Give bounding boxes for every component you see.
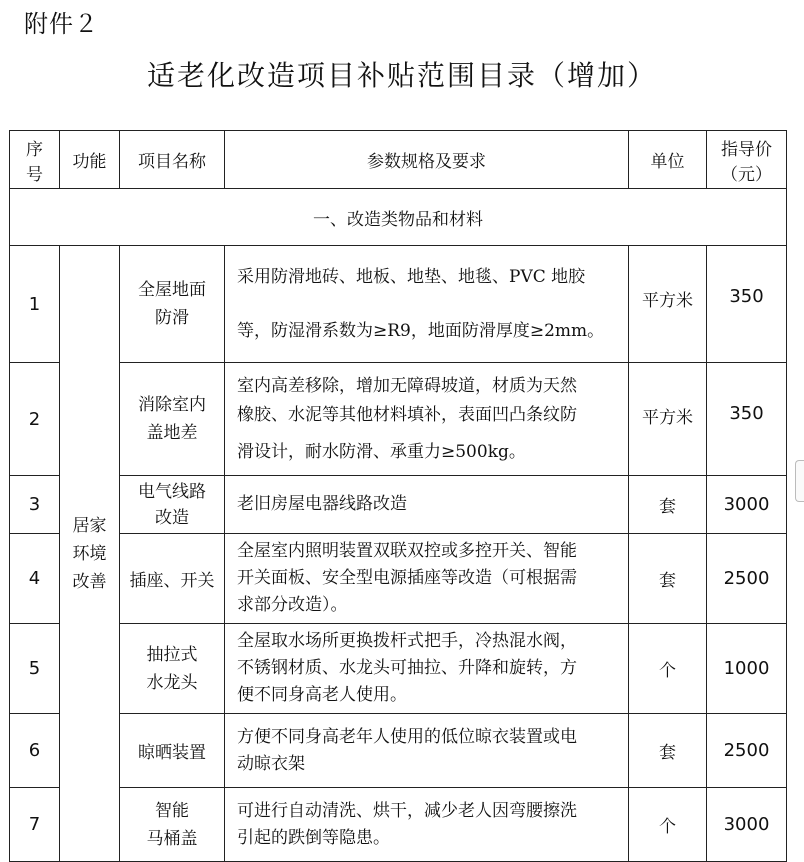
header-unit: 单位 [629,131,707,189]
spec-line: 开关面板、安全型电源插座等改造（可根据需 [237,568,577,588]
row-unit: 套 [629,714,707,788]
section-row [10,189,787,246]
header-seq [10,131,60,189]
attachment-label: 附件２ [24,10,99,38]
row-price: 2500 [707,534,787,624]
row-spec [225,714,629,788]
table-row [10,476,787,534]
table-row [10,363,787,476]
row-price: 3000 [707,476,787,534]
spec-line: 动晾衣架 [237,753,305,774]
header-price-line: 指导价 [721,139,772,160]
header-price [707,131,787,189]
item-name-line: 改造 [155,507,189,528]
document-title: 适老化改造项目补贴范围目录（增加） [146,59,657,92]
row-spec [225,246,629,363]
spec-line: 全屋取水场所更换拨杆式把手，冷热混水阀， [237,631,577,651]
spec-line: 室内高差移除，增加无障碍坡道，材质为天然 [237,375,577,396]
spec-line: 引起的跌倒等隐患。 [237,827,390,848]
spec-line: 老旧房屋电器线路改造 [237,494,407,514]
spec-line: 采用防滑地砖、地板、地垫、地毯、PVC 地胶 [237,267,586,287]
table-row [10,534,787,624]
table-row [10,788,787,862]
table-row [10,246,787,363]
row-item-name [120,624,225,714]
row-price: 3000 [707,788,787,862]
spec-line: 不锈钢材质、水龙头可抽拉、升降和旋转，方 [237,658,577,678]
row-seq: 4 [10,534,60,624]
row-seq: 2 [10,363,60,476]
item-name-line: 马桶盖 [146,828,198,849]
item-name-line: 晾晒装置 [138,743,206,763]
item-name-line: 插座、开关 [129,571,215,591]
section-title: 一、改造类物品和材料 [10,189,787,246]
table-row [10,714,787,788]
row-unit: 套 [629,534,707,624]
row-price: 2500 [707,714,787,788]
subsidy-catalog-table [9,130,787,862]
spec-line: 全屋室内照明装置双联双控或多控开关、智能 [237,541,577,561]
item-name-line: 智能 [155,800,189,821]
row-unit: 个 [629,624,707,714]
row-item-name [120,534,225,624]
header-price-line: （元） [721,164,772,185]
row-item-name [120,363,225,476]
item-name-line: 全屋地面 [138,280,206,300]
item-name-line: 消除室内 [138,395,206,415]
spec-line: 可进行自动清洗、烘干，减少老人因弯腰擦洗 [237,800,577,821]
table-row [10,624,787,714]
spec-line: 方便不同身高老年人使用的低位晾衣装置或电 [237,726,577,747]
function-group-line: 居家 [72,515,107,536]
row-unit: 平方米 [629,246,707,363]
function-group-line: 改善 [72,571,107,592]
row-seq: 7 [10,788,60,862]
row-seq: 5 [10,624,60,714]
row-spec [225,534,629,624]
header-function: 功能 [60,131,120,189]
header-item-name: 项目名称 [120,131,225,189]
header-row [10,131,787,189]
item-name-line: 水龙头 [146,672,198,693]
spec-line: 求部分改造）。 [237,595,348,615]
row-item-name [120,476,225,534]
row-item-name [120,788,225,862]
header-spec: 参数规格及要求 [225,131,629,189]
row-spec [225,363,629,476]
spec-line: 滑设计，耐水防滑、承重力≥500kg。 [237,441,526,462]
row-spec [225,788,629,862]
row-unit: 平方米 [629,363,707,476]
header-seq-line: 序 [26,139,43,160]
side-scroll-tab[interactable] [795,460,804,502]
item-name-line: 防滑 [155,308,189,328]
header-seq-line: 号 [26,164,43,185]
row-price: 1000 [707,624,787,714]
row-price: 350 [707,363,787,476]
item-name-line: 盖地差 [146,423,198,443]
function-group-cell [60,246,120,862]
item-name-line: 抽拉式 [146,644,198,665]
item-name-line: 电气线路 [138,481,206,502]
row-unit: 套 [629,476,707,534]
row-price: 350 [707,246,787,363]
row-seq: 6 [10,714,60,788]
spec-line: 橡胶、水泥等其他材料填补，表面凹凸条纹防 [237,404,577,425]
spec-line: 便不同身高老人使用。 [237,685,407,705]
row-seq: 3 [10,476,60,534]
row-spec [225,476,629,534]
row-spec [225,624,629,714]
function-group-line: 环境 [72,543,107,564]
row-unit: 个 [629,788,707,862]
spec-line: 等，防湿滑系数为≥R9，地面防滑厚度≥2mm。 [237,321,605,341]
row-item-name [120,714,225,788]
row-seq: 1 [10,246,60,363]
row-item-name [120,246,225,363]
